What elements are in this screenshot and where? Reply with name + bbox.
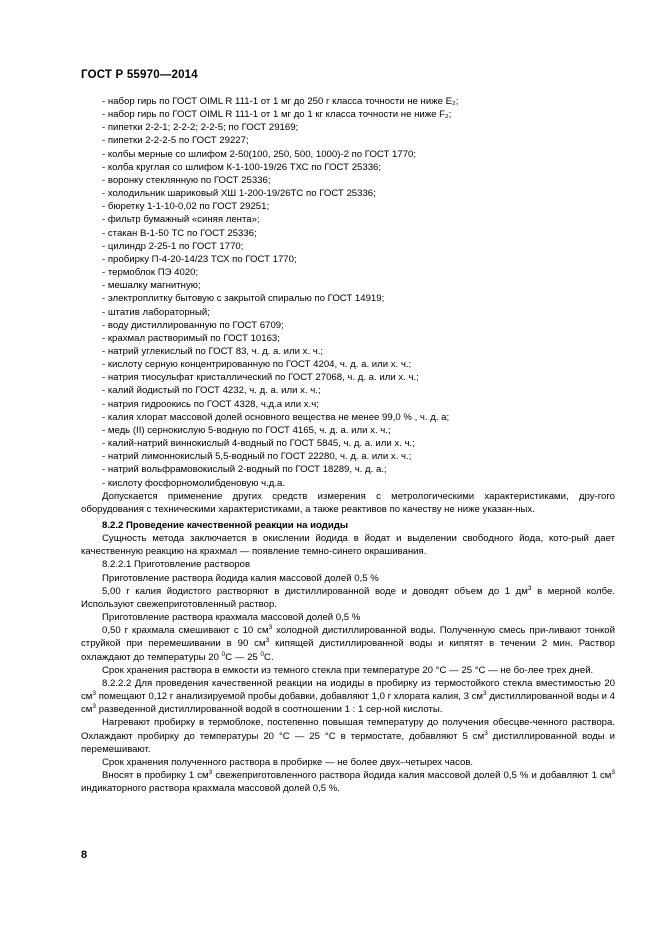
list-item: - колба круглая со шлифом К-1-100-19/26 ТХС по ГОСТ 25336; <box>102 161 382 173</box>
list-item: - пипетки 2-2-2-5 по ГОСТ 29227; <box>102 135 249 147</box>
paragraph-storage-2: Срок хранения полученного раствора в пробирке — не более двух–четырех часов. <box>102 756 474 768</box>
list-item: - бюретку 1-1-10-0,02 по ГОСТ 29251; <box>102 201 270 213</box>
list-item: - пробирку П-4-20-14/23 ТСХ по ГОСТ 1770; <box>102 253 297 265</box>
list-item: - набор гирь по ГОСТ OIML R 111-1 от 1 мг до 1 кг класса точности не ниже F₂; <box>102 109 452 121</box>
list-item: - кислоту фосфорномолибденовую ч.д.а. <box>102 477 286 489</box>
list-item: - колбы мерные со шлифом 2-50(100, 250, 500, 1000)-2 по ГОСТ 1770; <box>102 148 417 160</box>
subsection-heading: 8.2.2.1 Приготовление растворов <box>102 559 251 571</box>
list-item: - натрия тиосульфат кристаллический по ГОСТ 27068, ч. д. а. или х. ч.; <box>102 372 419 384</box>
section-heading: 8.2.2 Проведение качественной реакции на иодиды <box>102 520 349 531</box>
list-item: - кислоту серную концентрированную по ГОСТ 4204, ч. д. а. или х. ч.; <box>102 359 412 371</box>
list-item: - фильтр бумажный «синяя лента»; <box>102 214 260 226</box>
list-item: - электроплитку бытовую с закрытой спиралью по ГОСТ 14919; <box>102 293 385 305</box>
list-item: - цилиндр 2-25-1 по ГОСТ 1770; <box>102 240 244 252</box>
list-item: - натрий вольфрамовокислый 2-водный по ГОСТ 18289, ч. д. а.; <box>102 464 387 476</box>
list-item: - стакан В-1-50 ТС по ГОСТ 25336; <box>102 227 257 239</box>
paragraph-iodide-title: Приготовление раствора йодида калия массовой долей 0,5 % <box>102 572 379 584</box>
paragraph-essence: Сущность метода заключается в окислении йодида в йодат и выделении свободного йода, кото-рый дает качественную реакцию на крахмал — появление темно-синего окрашивания. <box>81 533 615 558</box>
list-item: - набор гирь по ГОСТ OIML R 111-1 от 1 мг до 250 г класса точности не ниже E₂; <box>102 96 459 107</box>
list-item: - холодильник шариковый ХШ 1-200-19/26ТС по ГОСТ 25336; <box>102 188 376 200</box>
document-header: ГОСТ Р 55970—2014 <box>81 69 198 81</box>
list-item: - натрия гидроокись по ГОСТ 4328, ч.д.а или х.ч; <box>102 398 319 410</box>
page-number: 8 <box>81 849 88 861</box>
list-item: - медь (II) сернокислую 5-водную по ГОСТ 4165, ч. д. а. или х. ч.; <box>102 424 391 436</box>
page-content <box>81 95 615 795</box>
list-item: - термоблок ПЭ 4020; <box>102 267 199 279</box>
list-item: - штатив лабораторный; <box>102 306 210 318</box>
paragraph-allowed: Допускается применение других средств измерения с метрологическими характеристиками, дру-гого оборудования с техническими характеристиками, а также реактивов по качеству не ниже указан-ных. <box>81 490 615 515</box>
paragraph-heat: Нагревают пробирку в термоблоке, постепенно повышая температуру до получения обесцве-ченного раствора. Охлаждают пробирку до температуры 20 °С — 25 °С в термостате, добавляют 5 $см^3$ дистиллированной воды и перемешивают. <box>81 717 616 755</box>
list-item: - пипетки 2-2-1; 2-2-2; 2-2-5; по ГОСТ 29169; <box>102 122 299 134</box>
list-item: - калий-натрий виннокислый 4-водный по ГОСТ 5845, ч. д. а. или х. ч.; <box>102 438 415 450</box>
paragraph-add: Вносят в пробирку 1 $см^3$ свежеприготовленного раствора йодида калия массовой долей 0,5 % и добавляют 1 $см^3$ индикаторного раствора крахмала массовой долей 0,5 %. <box>81 768 615 795</box>
list-item: - натрий углекислый по ГОСТ 83, ч. д. а. или х. ч.; <box>102 345 324 357</box>
paragraph-8222: 8.2.2.2 Для проведения качественной реакции на иодиды в пробирку из термостойкого стекла вместимостью 20 $см^3$ помещают 0,12 г анализируемой пробы добавки, добавляют 1,0 г хлората калия, 3 $см^3$ дистиллированной воды и 4 $см^3$ разведенной дистиллированной водой в соотношении 1 : 1 сер-ной кислоты. <box>81 677 616 716</box>
paragraph-starch-title: Приготовление раствора крахмала массовой долей 0,5 % <box>102 612 361 624</box>
list-item: - воронку стеклянную по ГОСТ 25336; <box>102 174 271 186</box>
paragraph-storage: Срок хранения раствора в емкости из темного стекла при температуре 20 °С — 25 °С — не бо-лее трех дней. <box>102 664 594 676</box>
list-item: - воду дистиллированную по ГОСТ 6709; <box>102 319 284 331</box>
list-item: - мешалку магнитную; <box>102 280 201 292</box>
list-item: - калия хлорат массовой долей основного вещества не менее 99,0 % , ч. д. а; <box>102 411 450 423</box>
list-item: - натрий лимоннокислый 5,5-водный по ГОСТ 22280, ч. д. а. или х. ч.; <box>102 451 412 463</box>
list-item: - крахмал растворимый по ГОСТ 10163; <box>102 332 280 344</box>
list-item: - калий йодистый по ГОСТ 4232, ч. д. а. или х. ч.; <box>102 385 321 397</box>
paragraph-starch-prep: 0,50 г крахмала смешивают с 10 $см^3$ холодной дистиллированной воды. Полученную смесь при-ливают тонкой струйкой при перемешивании в 90 $см^3$ кипящей дистиллированной воды и кипятят в течении 2 мин. Раствор охлаждают до температуры 20 $^0$С — 25 $^0$С. <box>81 624 615 663</box>
equipment-list <box>81 95 615 490</box>
paragraph-iodide-prep: 5,00 г калия йодистого растворяют в дистиллированной воде и доводят объем до 1 $дм^3$ в мерной колбе. Используют свежеприготовленный раствор. <box>81 584 615 610</box>
